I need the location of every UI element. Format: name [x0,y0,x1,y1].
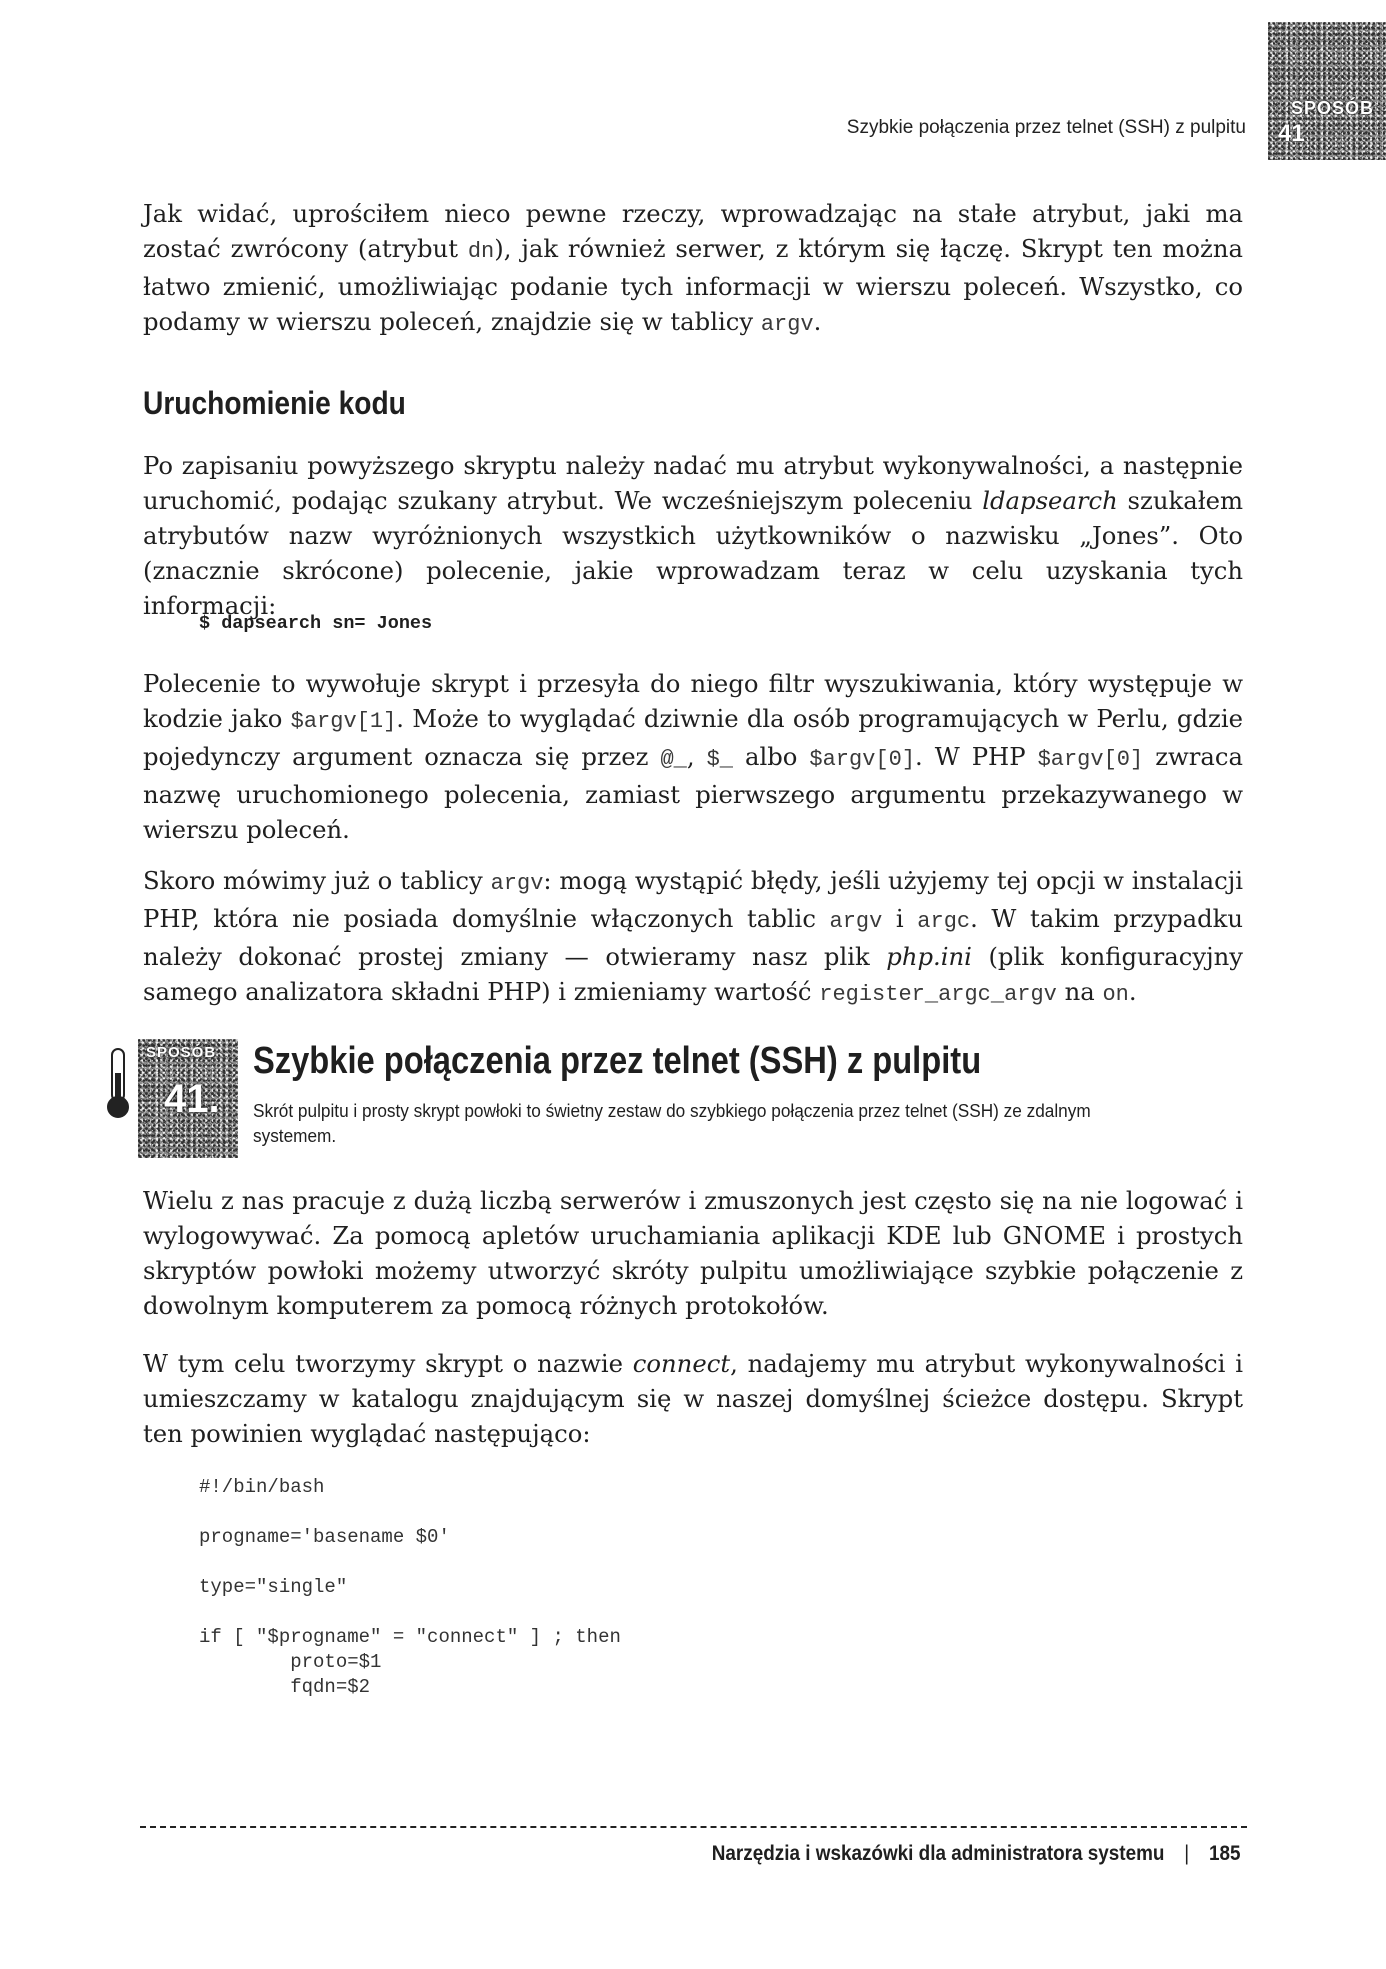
inline-code: $_ [706,747,733,772]
hack-badge-number: 41. [164,1077,220,1121]
text-run: (plik konfiguracyjny samego analizatora składni PHP) i zmieniamy wartość [143,942,1243,1006]
header-badge-number: 41 [1278,120,1305,147]
book-title: Narzędzia i wskazówki dla administratora systemu [712,1842,1165,1865]
inline-code: $argv[1] [290,709,397,734]
emphasis: connect [632,1349,731,1378]
inline-code: argv [490,871,544,896]
emphasis: ldapsearch [982,486,1118,515]
inline-code: register_argc_argv [819,982,1057,1007]
running-title: Szybkie połączenia przez telnet (SSH) z pulpitu [846,117,1246,138]
header-badge-label: SPOSÓB [1290,98,1374,118]
header-hack-badge [1268,22,1386,160]
text-run: na [1056,977,1103,1006]
inline-code: @_ [660,747,687,772]
hack-title: Szybkie połączenia przez telnet (SSH) z pulpitu [253,1040,982,1082]
paragraph [143,666,1243,847]
text-run: . Może to wyglądać dziwnie dla osób programujących w Perlu, gdzie pojedynczy argument oznacza się przez [143,704,1243,771]
page-number: 185 [1209,1842,1241,1865]
text-run: Skoro mówimy już o tablicy [143,866,491,895]
inline-code: argc [917,909,971,934]
footer-divider [140,1826,1247,1828]
page-footer [712,1842,1241,1866]
inline-code: dn [467,239,495,264]
text-run: . W takim przypadku należy dokonać prostej zmiany — otwieramy nasz plik [143,904,1244,971]
thermometer-icon [106,1047,132,1121]
code-listing: #!/bin/bash progname='basename $0' type="single" if [ "$progname" = "connect" ] ; then proto=$1 fqdn=$2 [199,1476,621,1698]
text-run: zwraca nazwę uruchomionego polecenia, zamiast pierwszego argumentu przekazywanego w wierszu poleceń. [143,742,1243,844]
inline-code: argv [829,909,883,934]
text-run: , [686,742,707,771]
text-run: . W PHP [915,742,1038,771]
paragraph [143,863,1243,1012]
command-example: $ dapsearch sn= Jones [199,613,433,634]
section-heading: Uruchomienie kodu [143,385,406,421]
text-run: szukałem atrybutów nazw wyróżnionych wszystkich użytkowników o nazwisku „Jones”. Oto (znacznie skrócone) polecenie, jakie wprowadzam teraz w celu uzyskania tych informacji: [143,486,1243,620]
text-run: : mogą wystąpić błędy, jeśli użyjemy tej opcji w instalacji PHP, która nie posiada domyślnie włączonych tablic [143,866,1243,933]
inline-code: $argv[0] [1037,747,1144,772]
footer-separator: | [1184,1842,1190,1865]
hack-badge-label: SPOSÓB [146,1044,217,1061]
text-run: . [1128,977,1137,1006]
text-run: albo [732,742,810,771]
inline-code: argv [760,312,814,337]
emphasis: php.ini [886,942,972,971]
text-run: W tym celu tworzymy skrypt o nazwie [143,1349,633,1378]
text-run: , nadajemy mu atrybut wykonywalności i umieszczamy w katalogu znajdującym się w naszej domyślnej ścieżce dostępu. Skrypt ten powinien wyglądać następująco: [143,1349,1243,1448]
paragraph [143,1346,1243,1451]
paragraph [143,448,1243,623]
text-run: Po zapisaniu powyższego skryptu należy nadać mu atrybut wykonywalności, a następnie uruchomić, podając szukany atrybut. We wcześniejszym poleceniu [143,451,1243,515]
hack-subtitle: Skrót pulpitu i prosty skrypt powłoki to świetny zestaw do szybkiego połączenia przez telnet (SSH) ze zdalnym systemem. [253,1100,1091,1146]
paragraph: Wielu z nas pracuje z dużą liczbą serwerów i zmuszonych jest często się na nie logować i wylogowywać. Za pomocą apletów uruchamiania aplikacji KDE lub GNOME i prostych skryptów powłoki możemy utworzyć skróty pulpitu umożliwiające szybkie połączenie z dowolnym komputerem za pomocą różnych protokołów. [143,1186,1243,1320]
text-run: i [882,904,918,933]
text-run: Polecenie to wywołuje skrypt i przesyła do niego filtr wyszukiwania, który występuje w kodzie jako [143,669,1243,733]
text-run: ), jak również serwer, z którym się łączę. Skrypt ten można łatwo zmienić, umożliwiając podanie tych informacji w wierszu poleceń. Wszystko, co podamy w wierszu poleceń, znajdzie się w tablicy [143,234,1243,336]
text-run: Jak widać, uprościłem nieco pewne rzeczy, wprowadzając na stałe atrybut, jaki ma zostać zwrócony (atrybut [143,199,1243,263]
text-run: . [813,307,822,336]
paragraph [143,196,1243,342]
inline-code: on [1102,982,1129,1007]
inline-code: $argv[0] [809,747,916,772]
hack-number-badge [138,1039,238,1158]
